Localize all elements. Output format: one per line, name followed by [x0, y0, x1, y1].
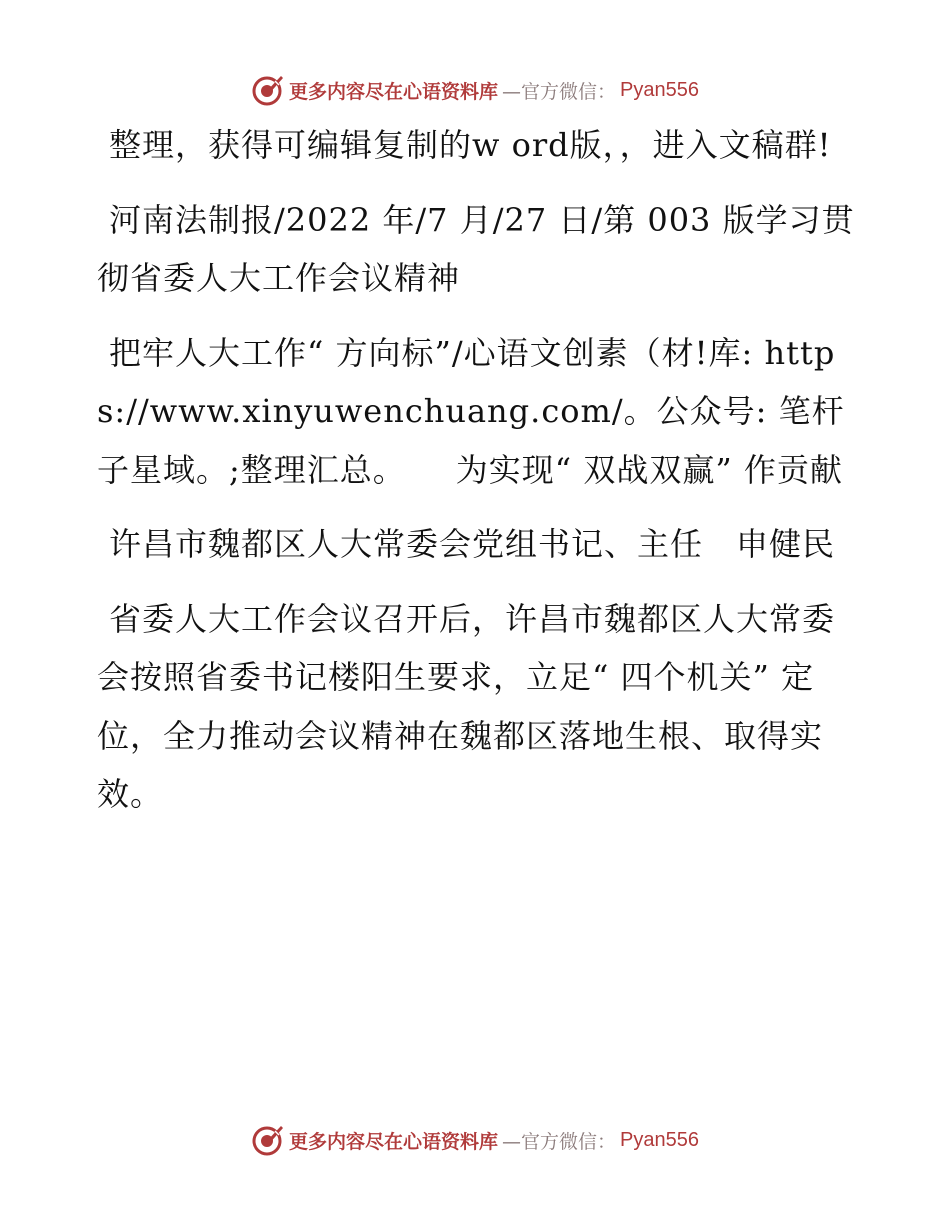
watermark-sub-text: —官方微信：	[502, 1130, 617, 1153]
document-body	[97, 116, 857, 840]
footer-watermark	[0, 1120, 950, 1160]
quill-logo-icon	[251, 73, 285, 107]
watermark-account: Pyan556	[620, 78, 699, 101]
paragraph-5: 省委人大工作会议召开后，许昌市魏都区人大常委会按照省委书记楼阳生要求，立足“ 四个机关” 定位，全力推动会议精神在魏都区落地生根、取得实效。	[97, 599, 836, 813]
header-watermark-inner	[251, 73, 699, 107]
quill-logo-icon	[251, 1123, 285, 1157]
header-watermark	[0, 70, 950, 110]
paragraph-2: 河南法制报/2022 年/7 月/27 日/第 003 版学习贯彻省委人大工作会议精神	[97, 200, 855, 297]
watermark-main-text: 更多内容尽在心语资料库	[289, 80, 499, 103]
paragraph-3: 把牢人大工作“ 方向标”/心语文创素（材!库: https://www.xinyuwenchuang.com/。公众号: 笔杆子星域。;整理汇总。 为实现“ 双战双赢” 作贡献	[97, 333, 845, 489]
watermark-main-text: 更多内容尽在心语资料库	[289, 1130, 499, 1153]
watermark-account: Pyan556	[620, 1128, 699, 1151]
watermark-sub-text: —官方微信：	[502, 80, 617, 103]
paragraph-4: 许昌市魏都区人大常委会党组书记、主任 申健民	[109, 525, 836, 563]
footer-watermark-inner	[251, 1123, 699, 1157]
paragraph-1: 整理，获得可编辑复制的w ord版，，进入文稿群!	[109, 126, 832, 164]
